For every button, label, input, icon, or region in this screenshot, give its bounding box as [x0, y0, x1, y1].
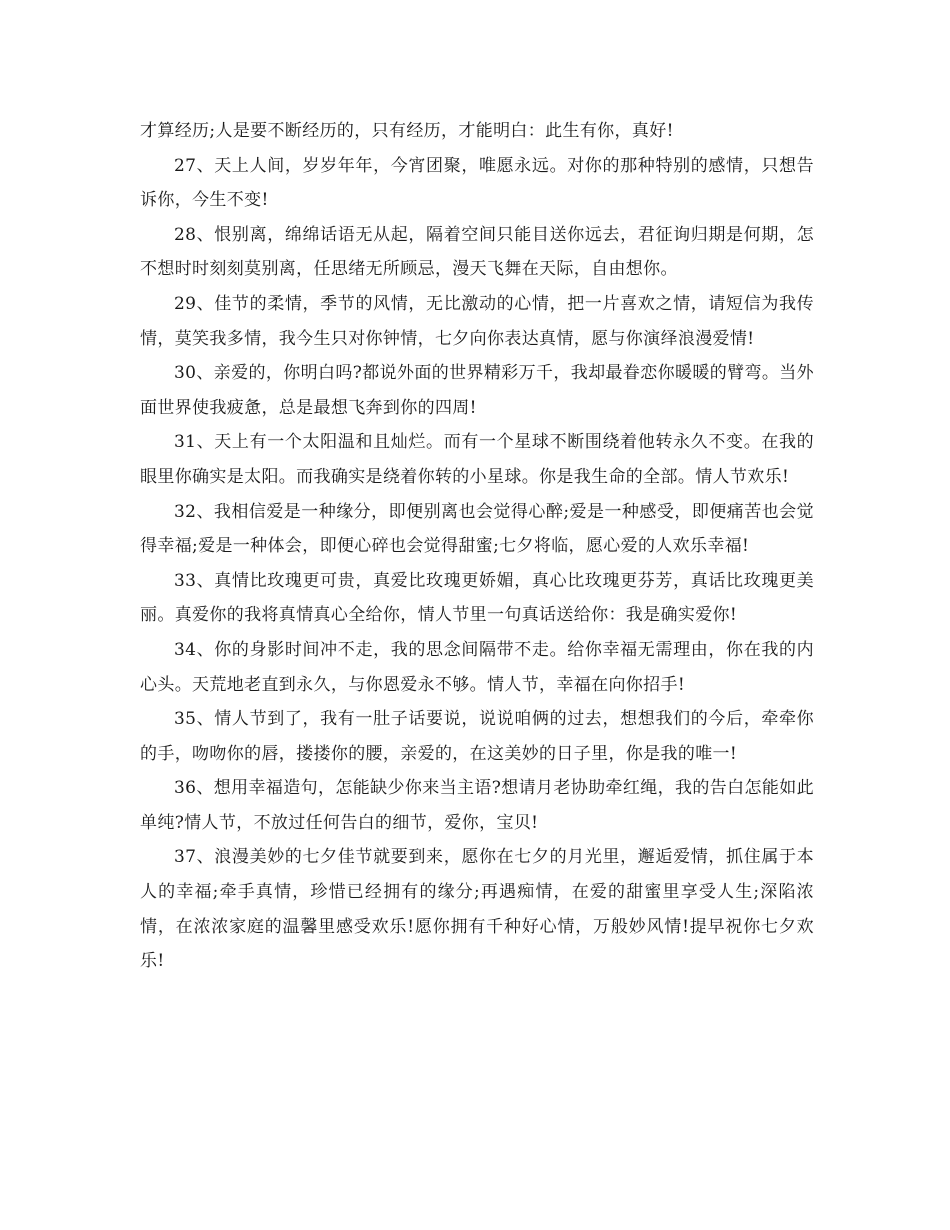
paragraph-37: 37、浪漫美妙的七夕佳节就要到来，愿你在七夕的月光里，邂逅爱情，抓住属于本人的幸福;牵手真情，珍惜已经拥有的缘分;再遇痴情，在爱的甜蜜里享受人生;深陷浓情，在浓浓家庭的温馨里感受欢乐!愿你拥有千种好心情，万般妙风情!提早祝你七夕欢乐! — [140, 847, 814, 972]
paragraph-36: 36、想用幸福造句，怎能缺少你来当主语?想请月老协助牵红绳，我的告白怎能如此单纯?情人节，不放过任何告白的细节，爱你，宝贝! — [140, 778, 814, 833]
paragraph-30: 30、亲爱的，你明白吗?都说外面的世界精彩万千，我却最眷恋你暖暖的臂弯。当外面世界使我疲惫，总是最想飞奔到你的四周! — [140, 363, 814, 418]
paragraph-27: 27、天上人间，岁岁年年，今宵团聚，唯愿永远。对你的那种特别的感情，只想告诉你，今生不变! — [140, 155, 814, 211]
paragraph-28: 28、恨别离，绵绵话语无从起，隔着空间只能目送你远去，君征询归期是何期，怎不想时时刻刻莫别离，任思绪无所顾忌，漫天飞舞在天际，自由想你。 — [140, 224, 814, 280]
paragraph-continuation: 才算经历;人是要不断经历的，只有经历，才能明白：此生有你，真好! — [140, 121, 674, 141]
paragraph-35: 35、情人节到了，我有一肚子话要说，说说咱俩的过去，想想我们的今后，牵牵你的手，吻吻你的唇，搂搂你的腰，亲爱的，在这美妙的日子里，你是我的唯一! — [140, 709, 814, 764]
paragraph-29: 29、佳节的柔情，季节的风情，无比激动的心情，把一片喜欢之情，请短信为我传情，莫笑我多情，我今生只对你钟情，七夕向你表达真情，愿与你演绎浪漫爱情! — [140, 293, 814, 349]
paragraph-33: 33、真情比玫瑰更可贵，真爱比玫瑰更娇媚，真心比玫瑰更芬芳，真话比玫瑰更美丽。真爱你的我将真情真心全给你，情人节里一句真话送给你：我是确实爱你! — [140, 570, 814, 626]
paragraph-31: 31、天上有一个太阳温和且灿烂。而有一个星球不断围绕着他转永久不变。在我的眼里你确实是太阳。而我确实是绕着你转的小星球。你是我生命的全部。情人节欢乐! — [140, 432, 814, 487]
paragraph-34: 34、你的身影时间冲不走，我的思念间隔带不走。给你幸福无需理由，你在我的内心头。天荒地老直到永久，与你恩爱永不够。情人节，幸福在向你招手! — [140, 639, 814, 695]
paragraph-32: 32、我相信爱是一种缘分，即便别离也会觉得心醉;爱是一种感受，即便痛苦也会觉得幸福;爱是一种体会，即便心碎也会觉得甜蜜;七夕将临，愿心爱的人欢乐幸福! — [140, 501, 814, 557]
document-body — [140, 114, 814, 979]
